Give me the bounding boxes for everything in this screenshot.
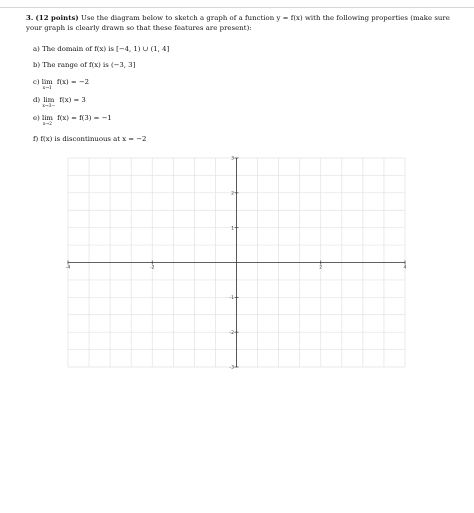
item-label: c) [33, 78, 40, 86]
problem-number: 3. [26, 14, 34, 22]
y-tick-label: -3 [229, 365, 234, 371]
item-label: e) [33, 114, 40, 122]
limit-word: lim [43, 96, 55, 104]
x-tick-label: -4 [65, 265, 71, 271]
problem-points: (12 points) [35, 14, 79, 22]
limit-word: lim [41, 114, 53, 122]
x-tick-label: 4 [403, 265, 407, 271]
x-tick-label: -2 [149, 265, 155, 271]
limit-subscript: x→3− [42, 104, 56, 109]
y-tick-label: -1 [229, 295, 234, 301]
y-tick-label: -2 [229, 330, 234, 336]
limit-subscript: x→1 [42, 86, 52, 91]
item-label: b) [33, 61, 41, 69]
item-text: f(x) = 3 [59, 96, 86, 104]
item-text: f(x) is discontinuous at x = −2 [40, 135, 147, 143]
problem-text: Use the diagram below to sketch a graph of a function y = f(x) with the following properties (make sure your graph is clearly drawn so that these features are present): [26, 14, 450, 32]
item-text: f(x) = f(3) = −1 [57, 114, 112, 122]
item-text: The range of f(x) is (−3, 3] [42, 61, 136, 69]
item-text: f(x) = −2 [56, 78, 90, 86]
item-label: d) [33, 96, 41, 104]
item-label: f) [33, 135, 39, 143]
item-label: a) [33, 45, 40, 53]
limit-subscript: x→2 [42, 122, 53, 127]
y-tick-label: 1 [231, 226, 234, 232]
limit-word: lim [41, 78, 53, 86]
y-tick-label: 3 [231, 156, 234, 162]
x-tick-label: 2 [319, 265, 323, 271]
item-text: The domain of f(x) is [−4, 1) ∪ (1, 4] [42, 45, 170, 53]
y-tick-label: 2 [231, 191, 234, 197]
